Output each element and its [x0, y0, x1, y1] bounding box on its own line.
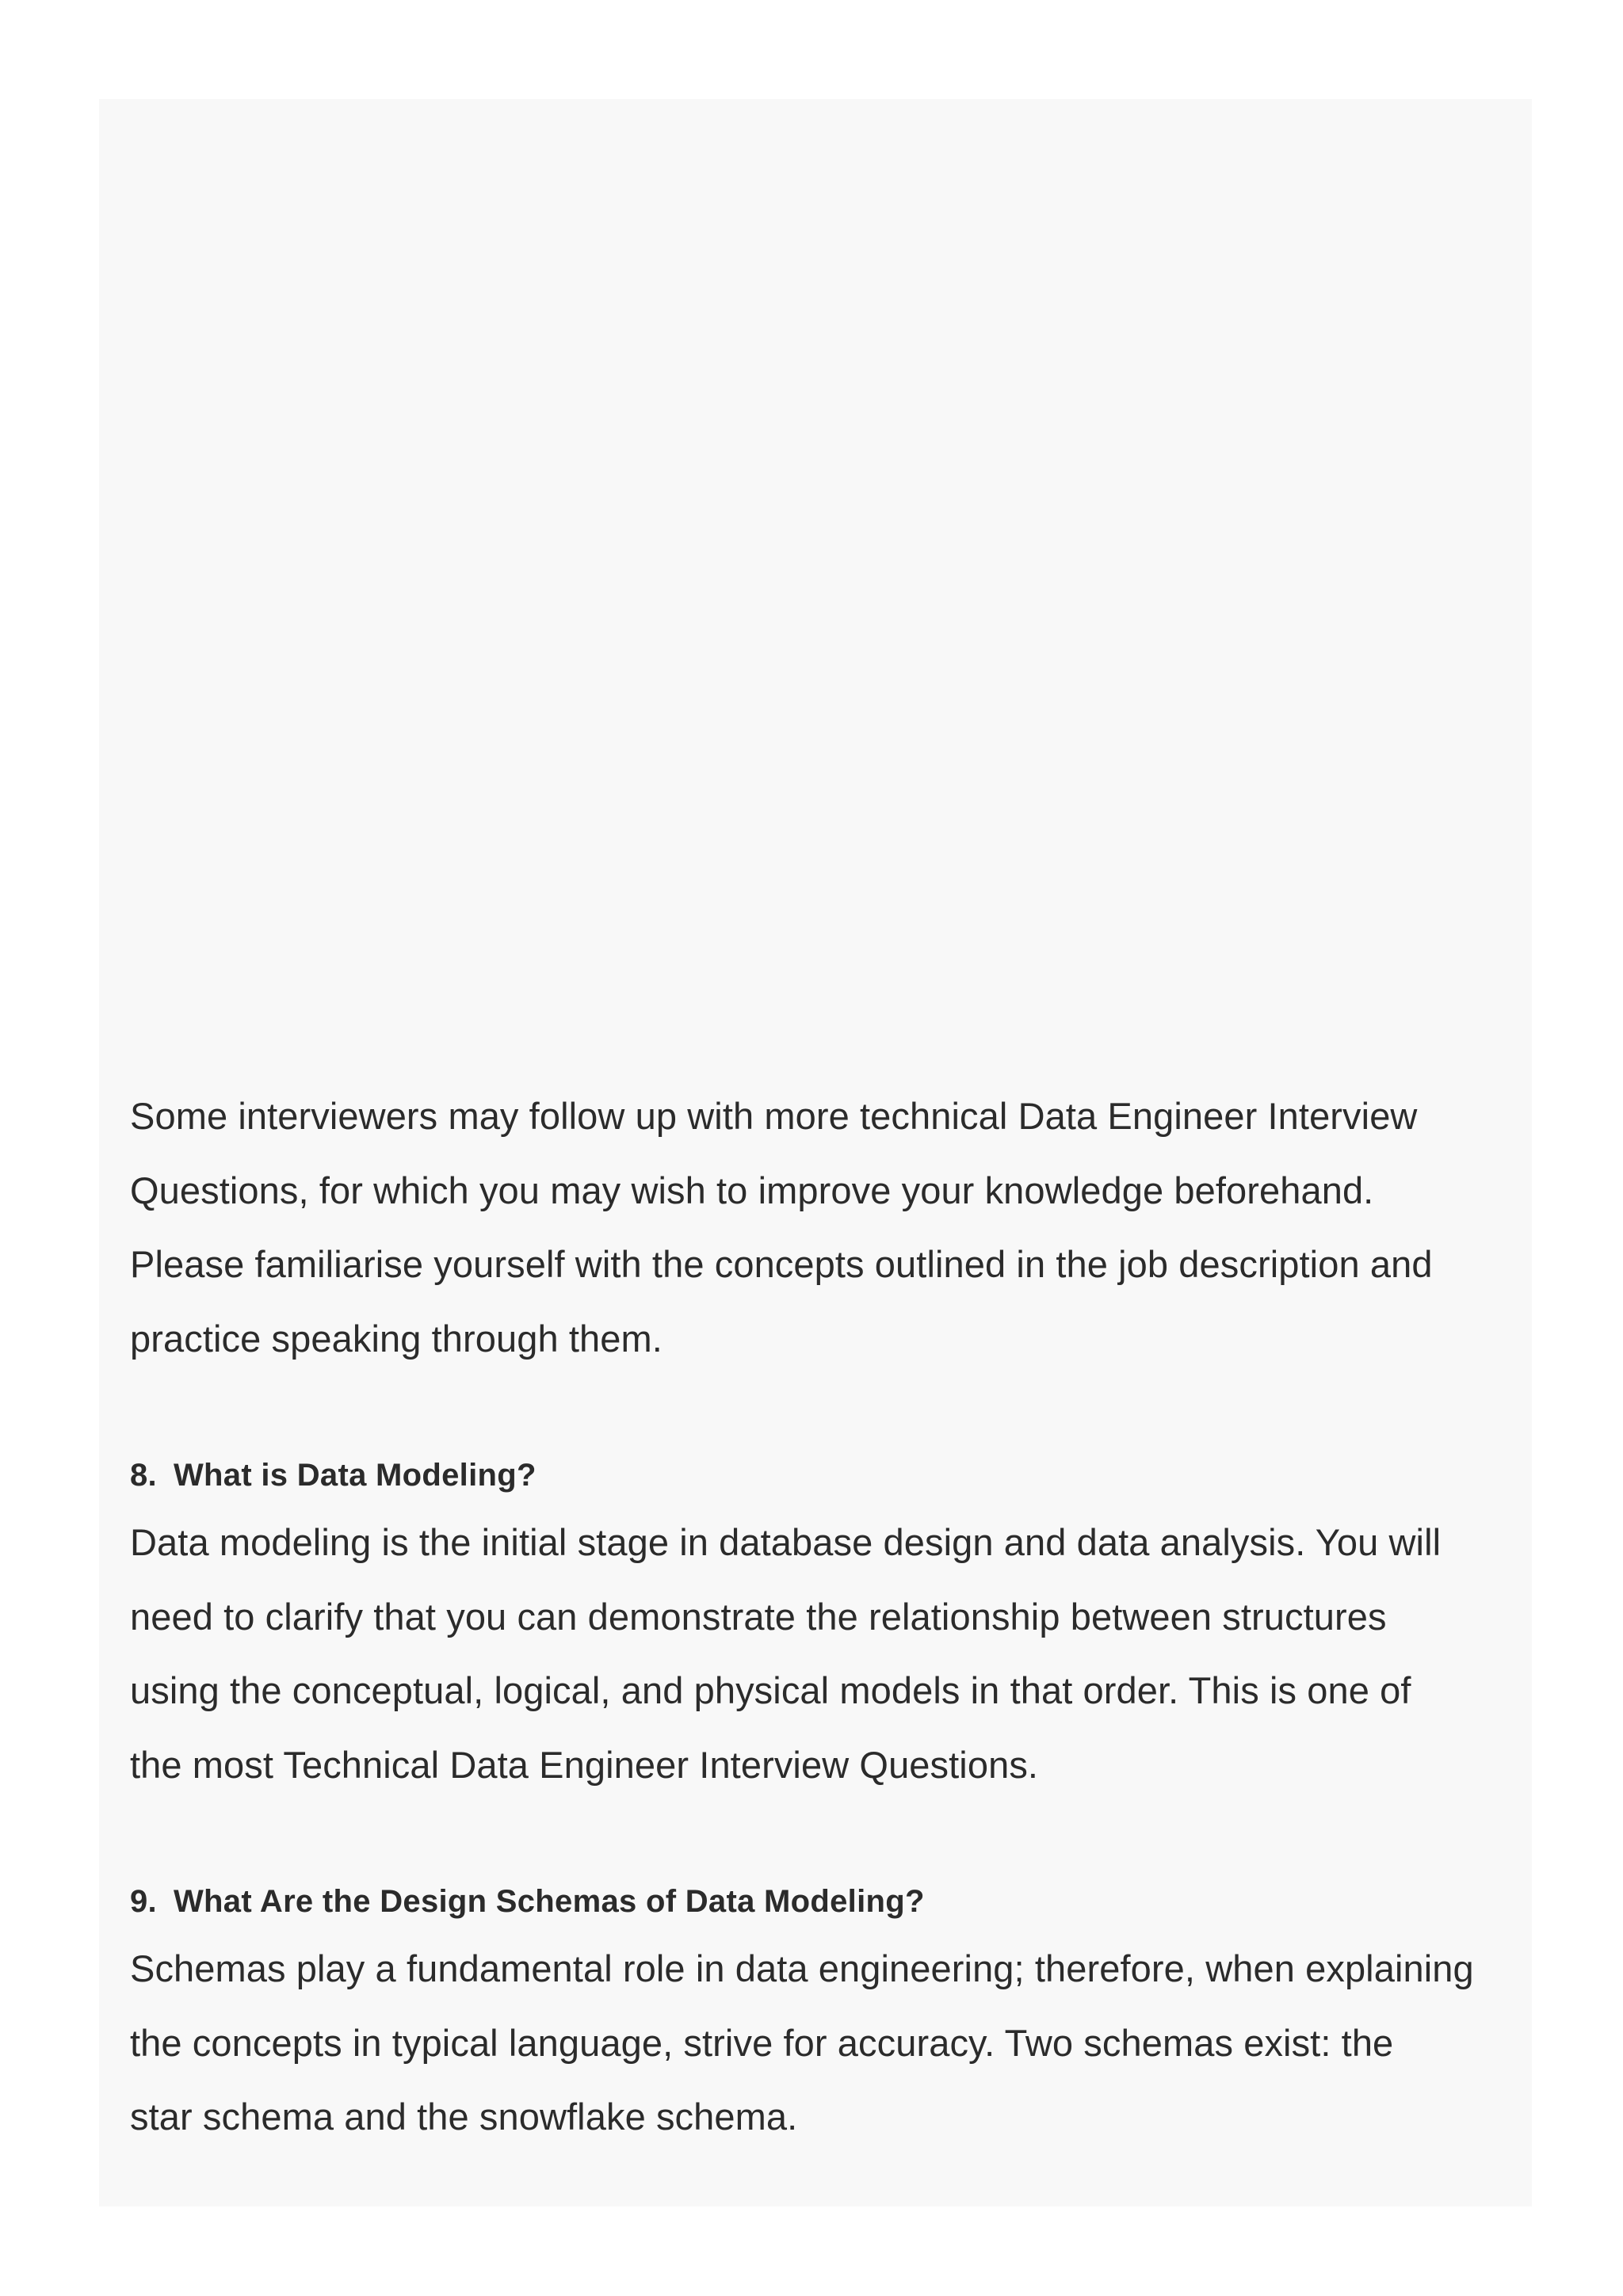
- question-9-answer: Schemas play a fundamental role in data engineering; therefore, when explaining the concepts in typical language, strive for accuracy. Two schemas exist: the star schema and the snowflake schema.: [130, 1947, 1474, 2138]
- question-9-heading: [130, 1878, 1509, 1925]
- question-8-number: 8.: [130, 1458, 157, 1493]
- question-8-answer: Data modeling is the initial stage in database design and data analysis. You will need to clarify that you can demonstrate the relationship between structures using the conceptual, logical, and physical models in that order. This is one of the most Technical Data Engineer Interview Questions.: [130, 1521, 1442, 1786]
- question-8-title: What is Data Modeling?: [174, 1458, 537, 1493]
- question-9-number: 9.: [130, 1884, 157, 1919]
- article-body: [130, 1079, 1509, 2154]
- intro-paragraph: Some interviewers may follow up with more technical Data Engineer Interview Questions, for which you may wish to improve your knowledge beforehand. Please familiarise yourself with the concepts outlined in the job description and practice speaking through them.: [130, 1095, 1433, 1360]
- question-8-heading: [130, 1451, 1509, 1499]
- question-9-title: What Are the Design Schemas of Data Modeling?: [174, 1884, 925, 1919]
